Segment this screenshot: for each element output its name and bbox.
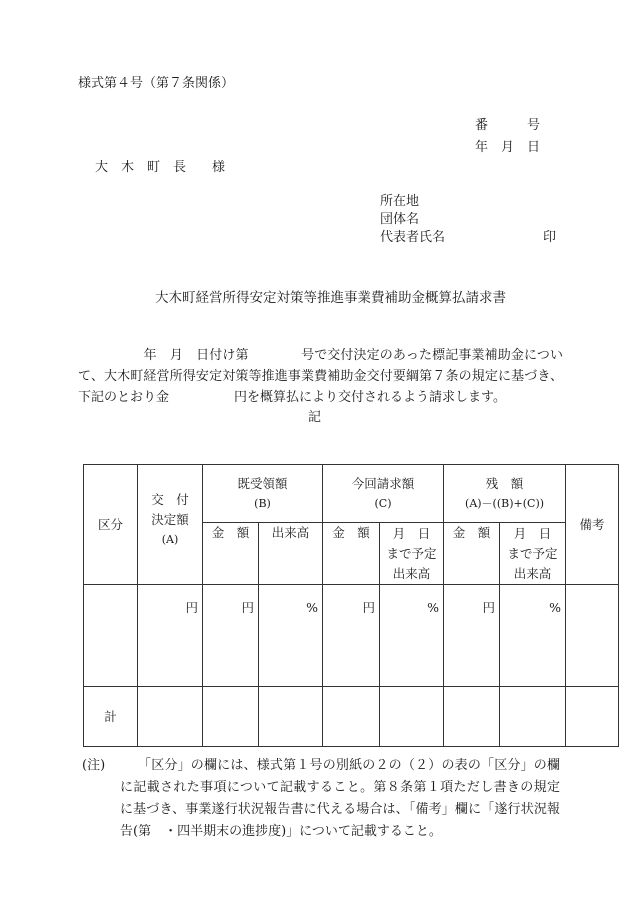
ki-heading: 記 bbox=[308, 410, 322, 425]
reference-number-label: 番 号 bbox=[475, 118, 541, 133]
note-label: (注) bbox=[82, 758, 106, 773]
cell-kiju-dekidaka: % bbox=[259, 585, 323, 687]
seal-mark: 印 bbox=[543, 230, 557, 245]
header-konkai-kingaku: 金 額 bbox=[323, 523, 380, 585]
representative-row bbox=[380, 229, 560, 247]
header-kiju-dekidaka: 出来高 bbox=[259, 523, 323, 585]
header-zan-yotei: 月 日 まで予定 出来高 bbox=[500, 523, 566, 585]
cell-zan-kingaku: 円 bbox=[444, 585, 500, 687]
header-zan-kingaku: 金 額 bbox=[444, 523, 500, 585]
applicant-block bbox=[380, 193, 560, 247]
header-kiju-kingaku: 金 額 bbox=[203, 523, 259, 585]
addressee: 大 木 町 長 様 bbox=[95, 160, 226, 175]
header-biko: 備考 bbox=[566, 465, 619, 585]
header-kiju: 既受領額 (B) bbox=[203, 465, 323, 523]
date-label: 年 月 日 bbox=[475, 140, 541, 155]
header-konkai-yotei: 月 日 まで予定 出来高 bbox=[380, 523, 444, 585]
cell-zan-yotei: % bbox=[500, 585, 566, 687]
address-label: 所在地 bbox=[380, 194, 420, 209]
cell-kofu: 円 bbox=[138, 585, 203, 687]
table-row-total bbox=[84, 687, 619, 747]
cell-biko bbox=[566, 585, 619, 687]
cell-konkai-yotei: % bbox=[380, 585, 444, 687]
request-body: 年 月 日付け第 号で交付決定のあった標記事業補助金について、大木町経営所得安定対策等推進事業費補助金交付要綱第７条の規定に基づき、下記のとおり金 円を概算払により交付されるよう請求します。 bbox=[78, 348, 563, 405]
group-name-label: 団体名 bbox=[380, 212, 420, 227]
form-number: 様式第４号（第７条関係） bbox=[78, 76, 235, 91]
table-row bbox=[84, 585, 619, 687]
cell-konkai-kingaku: 円 bbox=[323, 585, 380, 687]
total-label: 計 bbox=[84, 687, 138, 747]
header-konkai: 今回請求額 (C) bbox=[323, 465, 444, 523]
header-kubun: 区分 bbox=[84, 465, 138, 585]
document-title: 大木町経営所得安定対策等推進事業費補助金概算払請求書 bbox=[155, 290, 506, 306]
cell-kubun bbox=[84, 585, 138, 687]
header-zan: 残 額 (A)－((B)+(C)) bbox=[444, 465, 566, 523]
cell-kiju-kingaku: 円 bbox=[203, 585, 259, 687]
amount-table bbox=[83, 464, 619, 747]
header-kofu: 交 付 決定額 (A) bbox=[138, 465, 203, 585]
representative-label: 代表者氏名 bbox=[380, 230, 446, 245]
note-text: 「区分」の欄には、様式第１号の別紙の２の（２）の表の「区分」の欄に記載された事項について記載すること。第８条第１項ただし書きの規定に基づき、事業遂行状況報告書に代える場合は、「備考」欄に「遂行状況報告(第 ・四半期末の進捗度)」について記載すること。 bbox=[120, 758, 560, 839]
